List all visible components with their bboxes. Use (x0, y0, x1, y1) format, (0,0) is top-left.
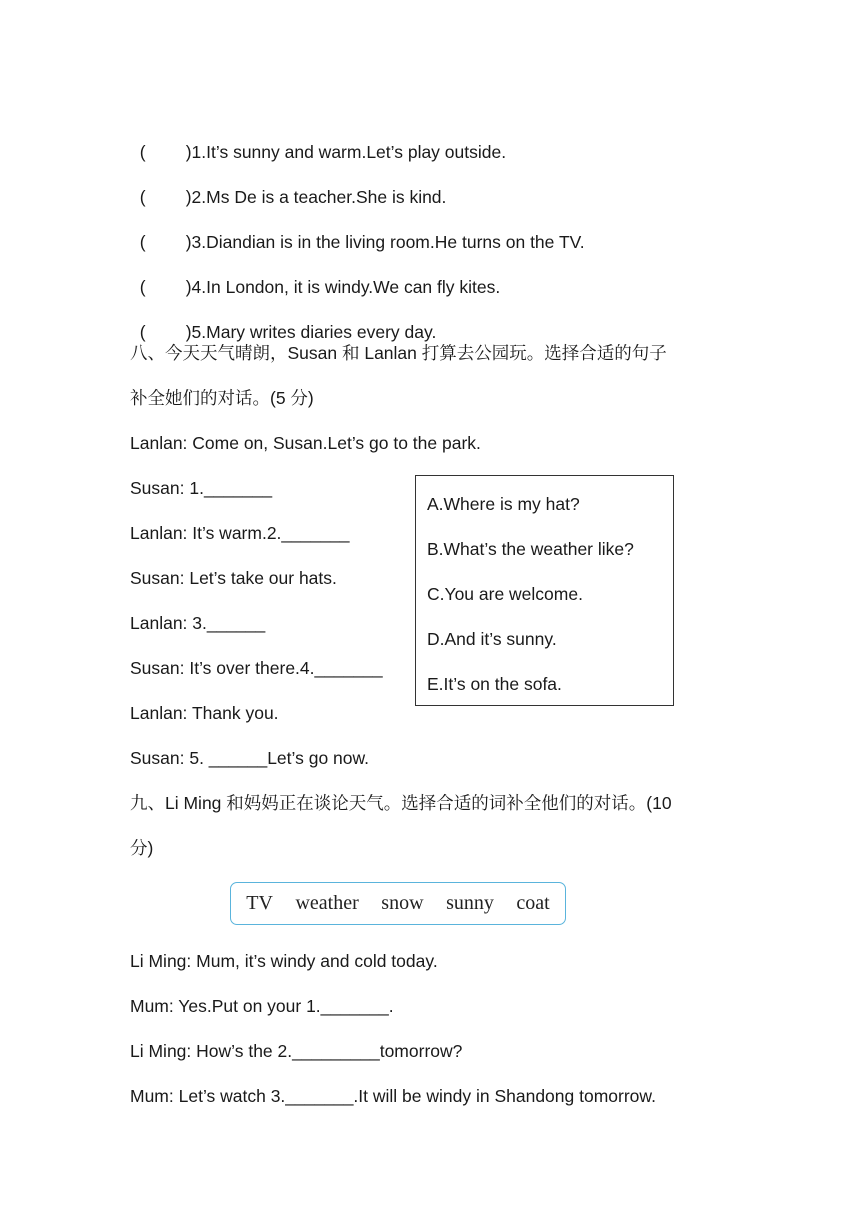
judge-item (130, 251, 500, 299)
answer-bracket: ( (139, 322, 146, 342)
word-bank-item: coat (516, 892, 550, 914)
option-e: E.It’s on the sofa. (427, 674, 562, 694)
answer-bracket: ( (139, 187, 146, 207)
section8-instruction-line1: 八、今天天气晴朗，Susan 和 Lanlan 打算去公园玩。选择合适的句子 (130, 343, 667, 363)
dialogue-line: Susan: 1._______ (130, 478, 273, 498)
judge-text: )4.In London, it is windy.We can fly kites. (185, 277, 501, 297)
judge-text: )1.It’s sunny and warm.Let’s play outside. (185, 142, 507, 162)
word-bank (230, 882, 566, 925)
judge-item (130, 116, 506, 164)
option-c: C.You are welcome. (427, 584, 583, 604)
judge-item (130, 296, 436, 344)
answer-bracket: ( (139, 277, 146, 297)
section9-instruction-line2: 分) (130, 838, 154, 858)
word-bank-item: sunny (446, 892, 494, 914)
word-bank-item: TV (246, 892, 273, 914)
word-bank-item: snow (381, 892, 424, 914)
dialogue-line: Lanlan: 3.______ (130, 613, 266, 633)
dialogue-line: Mum: Let’s watch 3._______.It will be windy in Shandong tomorrow. (130, 1086, 656, 1106)
dialogue-line: Li Ming: How’s the 2._________tomorrow? (130, 1041, 463, 1061)
section8-instruction-line2: 补全她们的对话。(5 分) (130, 388, 314, 408)
option-d: D.And it’s sunny. (427, 629, 557, 649)
word-bank-item: weather (295, 892, 359, 914)
option-a: A.Where is my hat? (427, 494, 580, 514)
judge-item (130, 161, 446, 209)
answer-bracket: ( (139, 142, 146, 162)
dialogue-line: Susan: It’s over there.4._______ (130, 658, 383, 678)
judge-item (130, 206, 585, 254)
answer-bracket: ( (139, 232, 146, 252)
dialogue-line: Susan: Let’s take our hats. (130, 568, 337, 588)
dialogue-line: Susan: 5. ______Let’s go now. (130, 748, 370, 768)
judge-text: )3.Diandian is in the living room.He turns on the TV. (185, 232, 585, 252)
dialogue-line: Li Ming: Mum, it’s windy and cold today. (130, 951, 438, 971)
dialogue-line: Lanlan: Thank you. (130, 703, 279, 723)
judge-text: )5.Mary writes diaries every day. (185, 322, 437, 342)
option-b: B.What’s the weather like? (427, 539, 634, 559)
dialogue-line: Lanlan: Come on, Susan.Let’s go to the park. (130, 433, 481, 453)
dialogue-line: Mum: Yes.Put on your 1._______. (130, 996, 394, 1016)
options-box (415, 475, 674, 706)
dialogue-line: Lanlan: It’s warm.2._______ (130, 523, 350, 543)
section9-instruction-line1: 九、Li Ming 和妈妈正在谈论天气。选择合适的词补全他们的对话。(10 (130, 793, 672, 813)
judge-text: )2.Ms De is a teacher.She is kind. (185, 187, 447, 207)
